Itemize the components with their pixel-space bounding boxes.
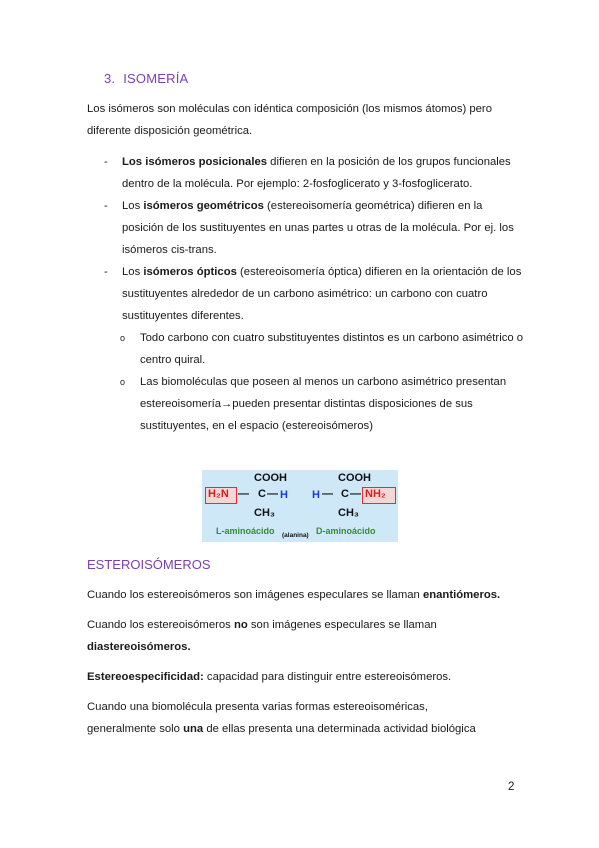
line-bold: no	[233, 619, 248, 631]
bullet-bold: isómeros ópticos	[143, 266, 237, 278]
subbullet-stereoisomerism	[104, 371, 524, 437]
bullet-bold: isómeros geométricos	[143, 200, 264, 212]
line-bold: una	[183, 723, 204, 735]
alanine-enantiomers-figure	[202, 470, 398, 542]
bullet-pre: Los	[122, 266, 144, 278]
right-hydrogen: H	[312, 489, 320, 501]
line-bold: enantiómeros.	[422, 589, 501, 601]
line-text: generalmente solo	[87, 723, 184, 735]
stereospecificity-line	[87, 666, 527, 688]
section-heading-estereoisomeros: ESTEROISÓMEROS	[87, 557, 211, 572]
line-text: capacidad para distinguir entre estereoisómeros.	[203, 671, 452, 683]
bullet-bold: Los isómeros posicionales	[122, 156, 268, 168]
left-hydrogen: H	[280, 489, 288, 501]
line-bold: Estereoespecificidad:	[87, 671, 204, 683]
dash: —	[267, 488, 278, 500]
dash: —	[322, 488, 333, 500]
line-bold: diastereoisómeros.	[87, 641, 191, 653]
bullet-optical	[104, 261, 524, 327]
line-text: Cuando los estereoisómeros	[87, 619, 234, 631]
left-cooh: COOH	[254, 472, 287, 484]
subbullet-text: Las biomoléculas que poseen al menos un carbono asimétrico presentan estereoisomería→pueden presentar distintas disposiciones de sus sustituyentes, en el espacio (estereoisómeros)	[140, 376, 507, 432]
isomer-bullet-list	[104, 151, 524, 437]
bullet-text: (estereoisomería óptica) difieren en la orientación de los sustituyentes alrededor de un carbono asimétrico: un carbono con cuatro sustituyentes diferentes.	[122, 266, 522, 322]
intro-paragraph: Los isómeros son moléculas con idéntica composición (los mismos átomos) pero diferente disposición geométrica.	[87, 103, 492, 137]
label-d-aminoacid: D-aminoácido	[316, 526, 376, 536]
dash: —	[238, 488, 249, 500]
enantiomers-line	[87, 584, 527, 606]
line-text: son imágenes especulares se llaman	[247, 619, 437, 631]
biological-activity-paragraph	[87, 696, 527, 740]
dash: —	[350, 488, 361, 500]
right-carbon: C	[341, 488, 349, 500]
label-alanine: (alanina)	[282, 532, 309, 539]
left-ch3: CH₃	[254, 507, 275, 519]
line-text: Cuando una biomolécula presenta varias formas estereoisoméricas,	[87, 701, 428, 713]
subbullet-text: Todo carbono con cuatro substituyentes distintos es un carbono asimétrico o centro quiral.	[140, 332, 524, 366]
bullet-geometric	[104, 195, 524, 261]
left-amine: H₂N	[208, 488, 229, 500]
diastereoisomers-line	[87, 614, 527, 658]
heading-title: ISOMERÍA	[123, 71, 189, 86]
bullet-dash: -	[104, 156, 108, 168]
right-ch3: CH₃	[338, 507, 359, 519]
subbullet-asymmetric-carbon	[104, 327, 524, 371]
left-carbon: C	[258, 488, 266, 500]
right-cooh: COOH	[338, 472, 371, 484]
bullet-text: difieren en la posición de los grupos funcionales dentro de la molécula. Por ejemplo: 2-fosfoglicerato y 3-fosfoglicerato.	[122, 156, 511, 190]
bullet-dash: -	[104, 200, 108, 212]
heading-number: 3.	[104, 71, 116, 86]
bullet-text: (estereoisomería geométrica) difieren en la posición de los sustituyentes en unas partes u otras de la molécula. Por ej. los isómeros cis-trans.	[122, 200, 514, 256]
right-amine: NH₂	[365, 488, 386, 500]
label-l-aminoacid: L-aminoácido	[216, 526, 275, 536]
bullet-positional	[104, 151, 524, 195]
bullet-dash: -	[104, 266, 108, 278]
page-number: 2	[508, 781, 515, 793]
subbullet-marker: o	[120, 377, 126, 387]
bullet-pre: Los	[122, 200, 144, 212]
section-heading-isomeria	[104, 71, 188, 86]
subbullet-marker: o	[120, 333, 126, 343]
line-text: de ellas presenta una determinada actividad biológica	[203, 723, 476, 735]
line-text: Cuando los estereoisómeros son imágenes especulares se llaman	[87, 589, 423, 601]
